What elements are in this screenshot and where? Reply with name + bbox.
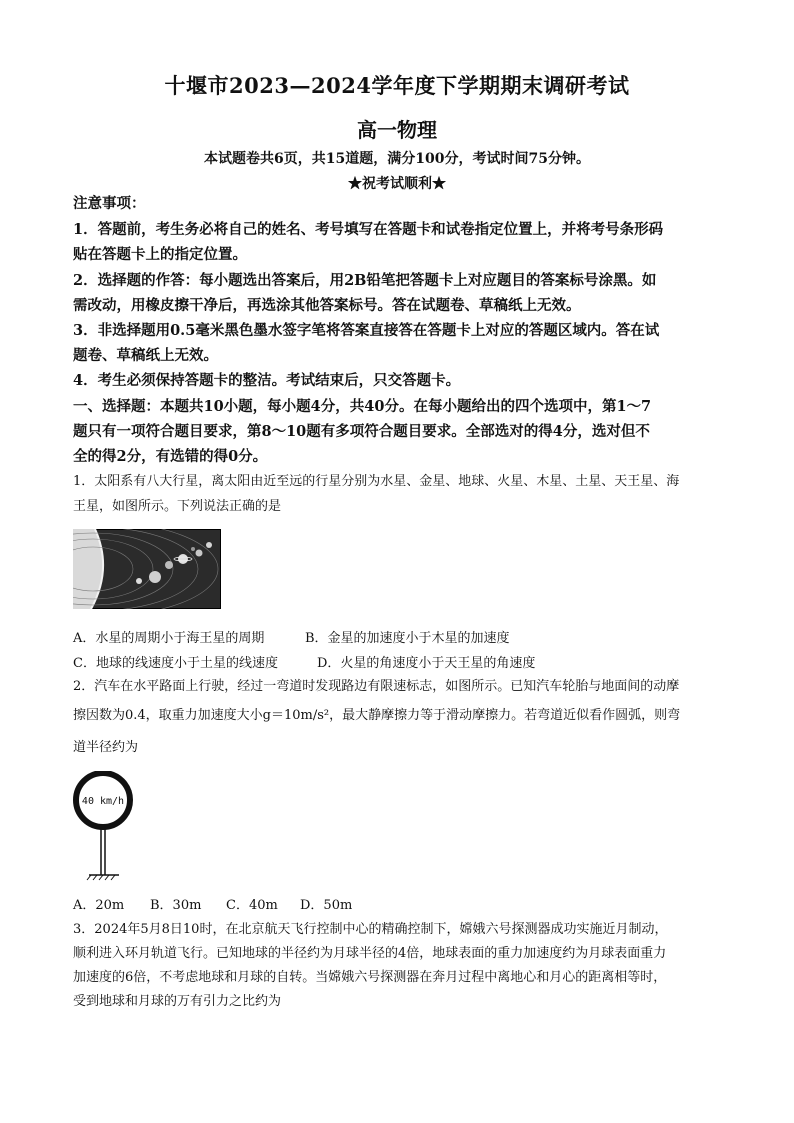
- notes-heading: 注意事项：: [73, 195, 146, 212]
- exam-wish: ★祝考试顺利★: [348, 176, 446, 192]
- question-3-text: 3．2024年5月8日10时，在北京航天飞行控制中心的精确控制下，嫦娥六号探测器成功实施近月制动，: [73, 922, 668, 937]
- notes-line: 3．非选择题用0.5毫米黑色墨水签字笔将答案直接答在答题卡上对应的答题区域内。答在试: [73, 322, 660, 339]
- q2-option-b: B．30m: [150, 898, 202, 913]
- speed-limit-sign-figure: [73, 771, 143, 886]
- section-intro-line: 一、选择题：本题共10小题，每小题4分，共40分。在每小题给出的四个选项中，第1～7: [73, 398, 652, 415]
- q1-option-b: B．金星的加速度小于木星的加速度: [305, 631, 510, 646]
- question-3-text: 顺利进入环月轨道飞行。已知地球的半径约为月球半径的4倍，地球表面的重力加速度约为月球表面重力: [73, 946, 667, 961]
- q2-option-a: A．20m: [73, 898, 125, 913]
- question-1-text: 王星，如图所示。下列说法正确的是: [73, 499, 282, 514]
- section-intro-line: 全的得2分，有选错的得0分。: [73, 448, 268, 465]
- question-3-text: 受到地球和月球的万有引力之比约为: [73, 994, 282, 1009]
- exam-subject: 高一物理: [357, 118, 437, 142]
- question-3-text: 加速度的6倍，不考虑地球和月球的自转。当嫦娥六号探测器在奔月过程中离地心和月心的距离相等时，: [73, 970, 667, 985]
- question-1-text: 1．太阳系有八大行星，离太阳由近至远的行星分别为水星、金星、地球、火星、木星、土星、天王星、海: [73, 474, 680, 489]
- notes-line: 贴在答题卡上的指定位置。: [73, 246, 247, 263]
- question-2-text: 擦因数为0.4，取重力加速度大小g＝10m/s²，最大静摩擦力等于滑动摩擦力。若弯道近似看作圆弧，则弯: [73, 708, 681, 723]
- question-2-text: 道半径约为: [73, 740, 139, 755]
- q1-option-d: D．火星的角速度小于天王星的角速度: [317, 656, 536, 671]
- q1-option-a: A．水星的周期小于海王星的周期: [73, 631, 265, 646]
- notes-line: 题卷、草稿纸上无效。: [73, 347, 218, 364]
- speed-limit-label: 40 km/h: [81, 796, 125, 807]
- q2-option-d: D．50m: [300, 898, 353, 913]
- q2-option-c: C．40m: [226, 898, 278, 913]
- exam-title: 十堰市2023—2024学年度下学期期末调研考试: [164, 73, 630, 98]
- section-intro-line: 题只有一项符合题目要求，第8～10题有多项符合题目要求。全部选对的得4分，选对但不: [73, 423, 650, 440]
- solar-system-figure: [73, 529, 221, 609]
- notes-line: 1．答题前，考生务必将自己的姓名、考号填写在答题卡和试卷指定位置上，并将考号条形码: [73, 221, 664, 238]
- q1-option-c: C．地球的线速度小于土星的线速度: [73, 656, 278, 671]
- question-2-text: 2．汽车在水平路面上行驶，经过一弯道时发现路边有限速标志，如图所示。已知汽车轮胎与地面间的动摩: [73, 679, 680, 694]
- notes-line: 需改动，用橡皮擦干净后，再选涂其他答案标号。答在试题卷、草稿纸上无效。: [73, 297, 581, 314]
- notes-line: 4．考生必须保持答题卡的整洁。考试结束后，只交答题卡。: [73, 372, 461, 389]
- notes-line: 2．选择题的作答：每小题选出答案后，用2B铅笔把答题卡上对应题目的答案标号涂黑。如: [73, 272, 657, 289]
- exam-info: 本试题卷共6页，共15道题，满分100分，考试时间75分钟。: [204, 151, 590, 167]
